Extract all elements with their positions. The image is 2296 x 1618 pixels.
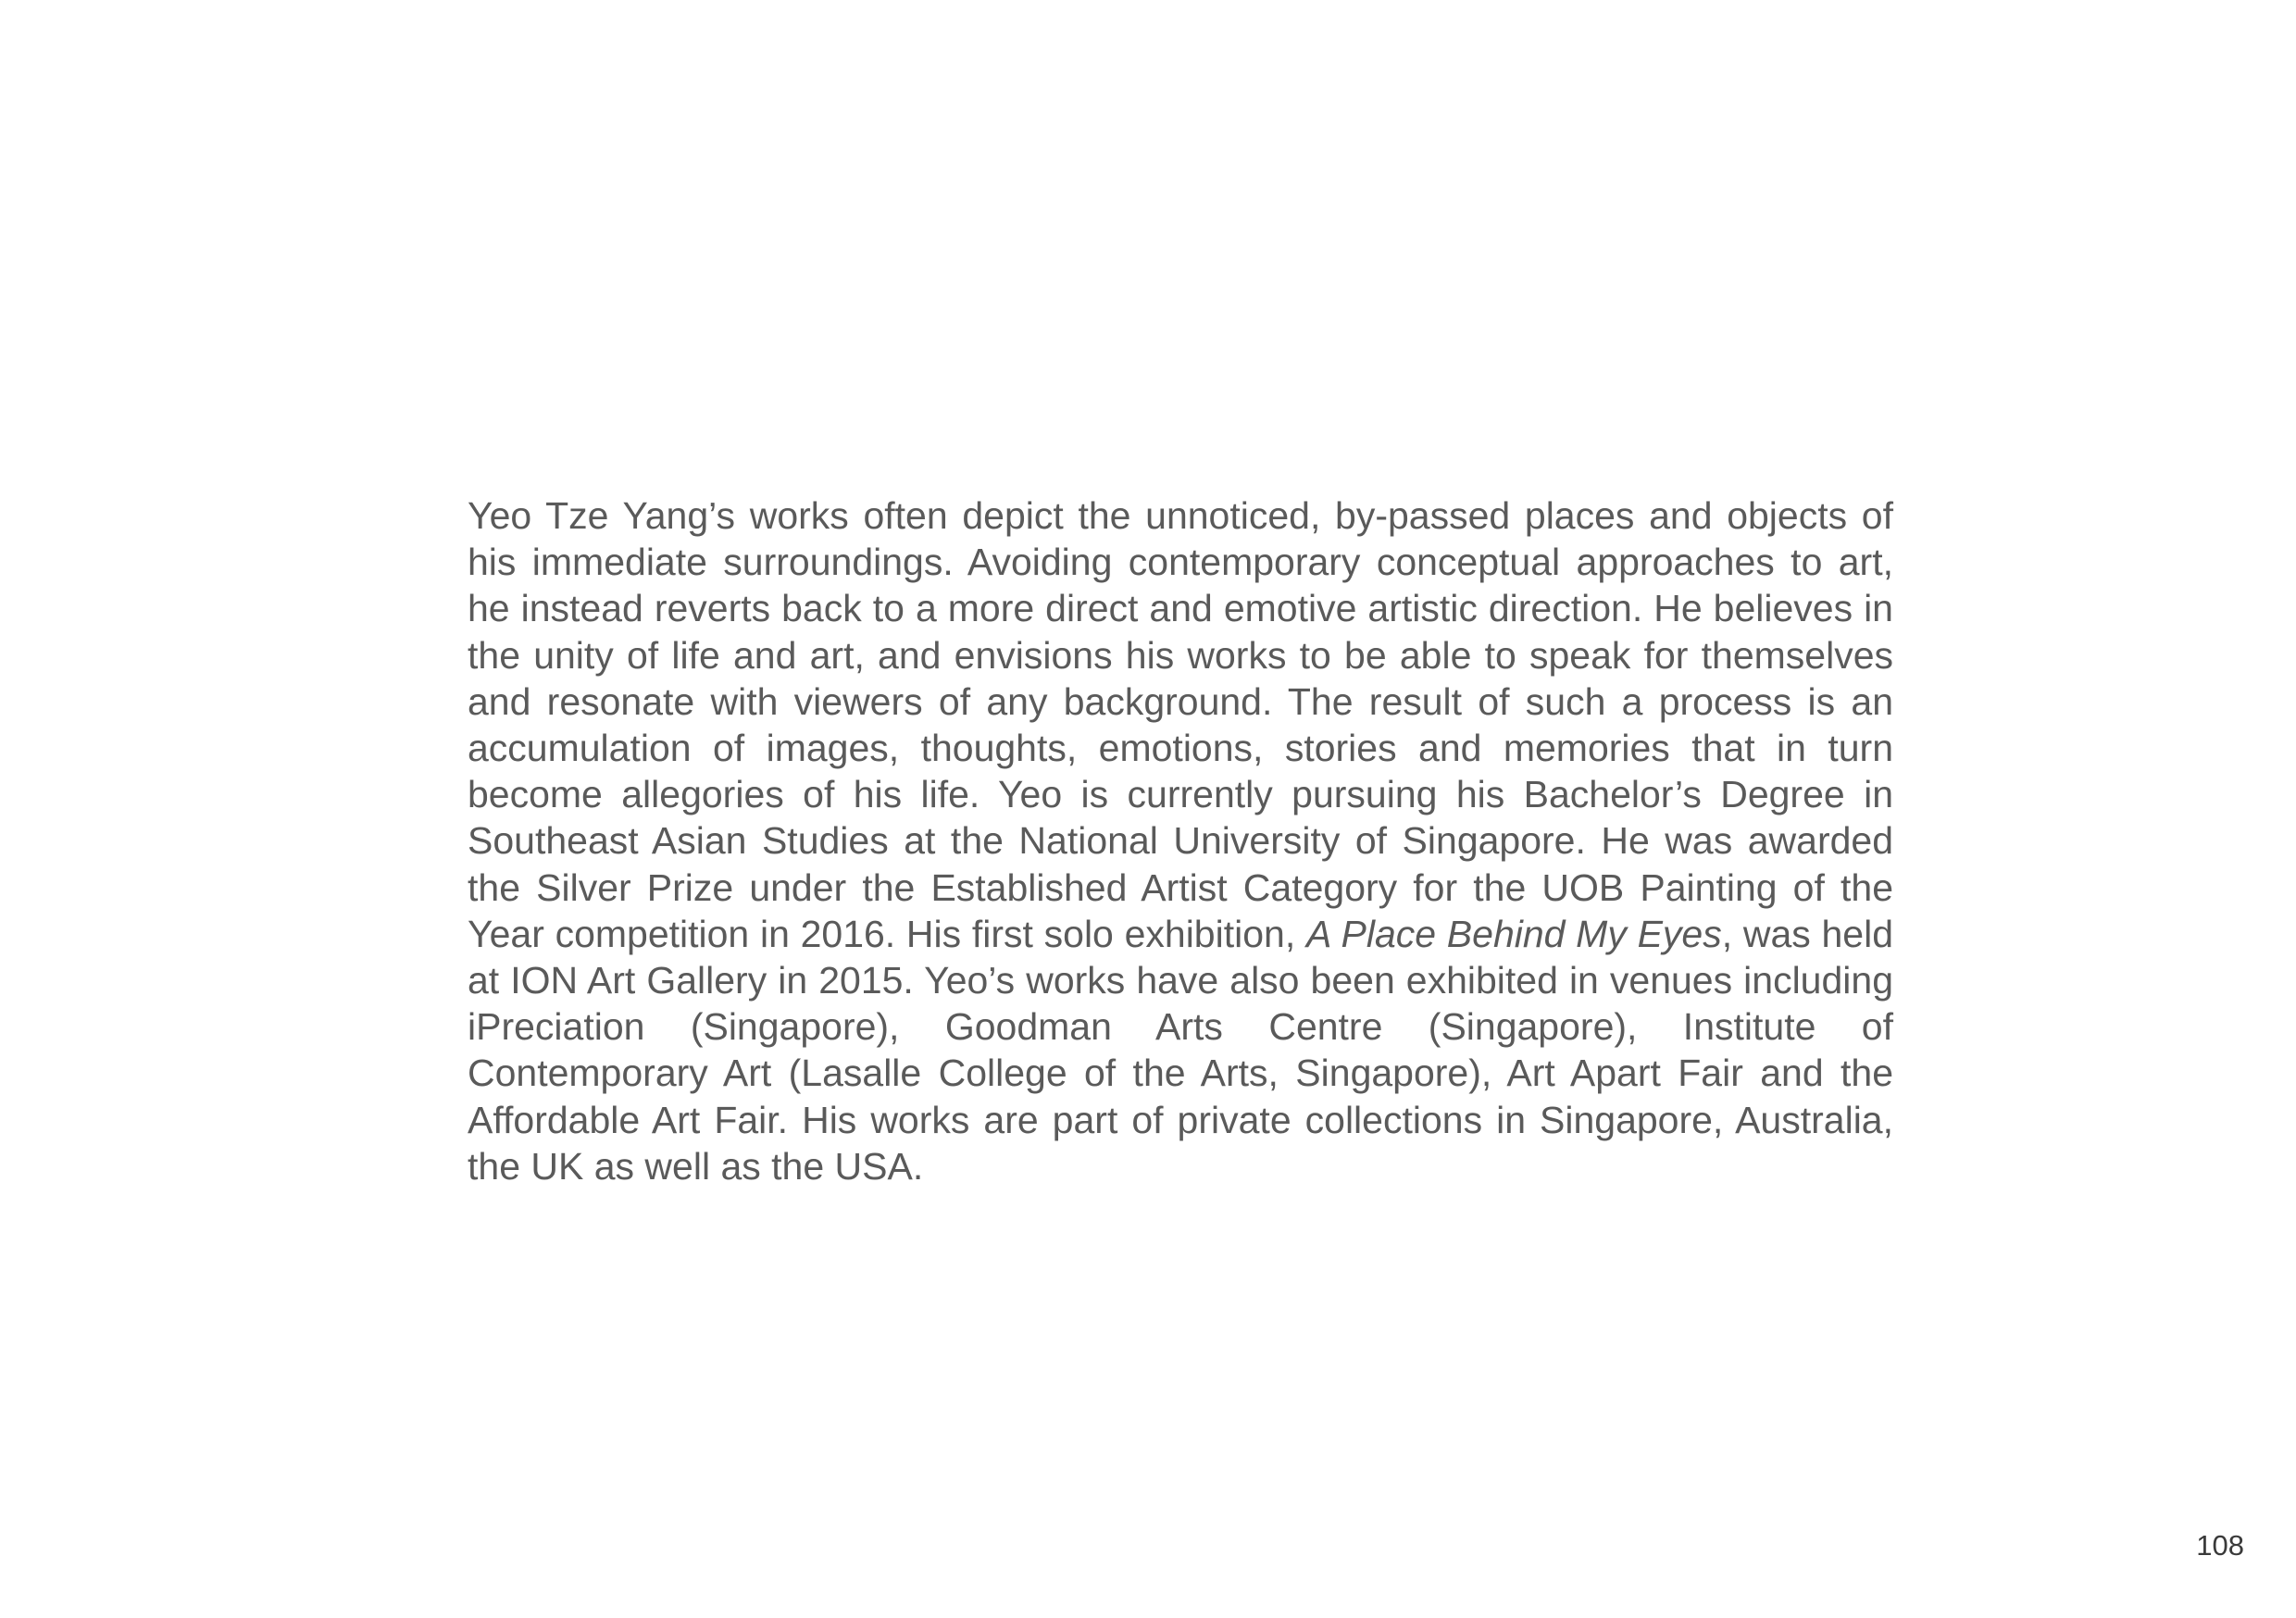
- bio-text-part-2: , was held at ION Art Gallery in 2015. Yeo’s works have also been exhibited in venues including iPreciation (Singapore), Goodman Arts Centre (Singapore), Institute of Contemporary Art (Lasalle College of the Arts, Singapore), Art Apart Fair and the Affordable Art Fair. His works are part of private collections in Singapore, Australia, the UK as well as the USA.: [468, 912, 1893, 1188]
- page-number: 108: [2196, 1529, 2244, 1562]
- exhibition-title: A Place Behind My Eyes: [1305, 912, 1722, 955]
- artist-bio-paragraph: [468, 492, 1893, 1189]
- bio-text-part-1: Yeo Tze Yang’s works often depict the unnoticed, by-passed places and objects of his immediate surroundings. Avoiding contemporary conceptual approaches to art, he instead reverts back to a more direct and emotive artistic direction. He believes in the unity of life and art, and envisions his works to be able to speak for themselves and resonate with viewers of any background. The result of such a process is an accumulation of images, thoughts, emotions, stories and memories that in turn become allegories of his life. Yeo is currently pursuing his Bachelor’s Degree in Southeast Asian Studies at the National University of Singapore. He was awarded the Silver Prize under the Established Artist Category for the UOB Painting of the Year competition in 2016. His first solo exhibition,: [468, 494, 1893, 955]
